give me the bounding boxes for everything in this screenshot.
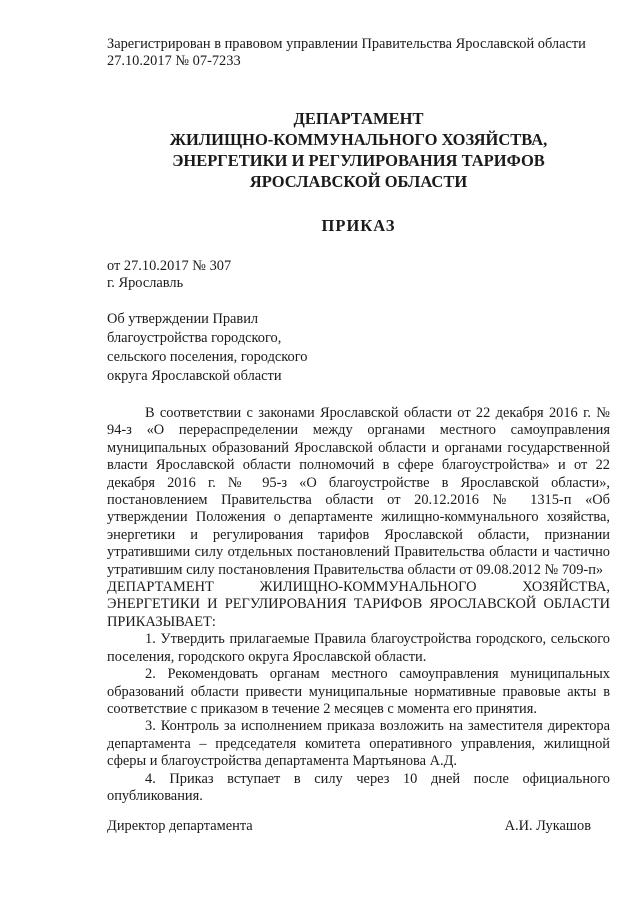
signatory-position: Директор департамента [107, 818, 253, 834]
department-header-line: ЭНЕРГЕТИКИ И РЕГУЛИРОВАНИЯ ТАРИФОВ [172, 151, 545, 170]
registration-line: Зарегистрирован в правовом управлении Правительства Ярославской области [107, 36, 586, 52]
signatory-name: А.И. Лукашов [504, 818, 591, 834]
document-body [107, 36, 610, 834]
order-phrase: ДЕПАРТАМЕНТ ЖИЛИЩНО-КОММУНАЛЬНОГО ХОЗЯЙСТВА, ЭНЕРГЕТИКИ И РЕГУЛИРОВАНИЯ ТАРИФОВ ЯРОСЛАВСКОЙ ОБЛАСТИ ПРИКАЗЫВАЕТ: [107, 579, 610, 630]
order-city: г. Ярославль [107, 275, 184, 291]
order-subject [107, 310, 610, 386]
order-text [107, 405, 610, 805]
document-type-title: ПРИКАЗ [321, 216, 396, 235]
order-item: 2. Рекомендовать органам местного самоуправления муниципальных образований области привести муниципальные нормативные правовые акты в соответствие с приказом в течение 2 месяцев с момента его принятия. [107, 666, 610, 717]
department-header-line: ЯРОСЛАВСКОЙ ОБЛАСТИ [249, 172, 468, 191]
signature-block [107, 818, 610, 835]
department-header-line: ЖИЛИЩНО-КОММУНАЛЬНОГО ХОЗЯЙСТВА, [169, 130, 548, 149]
order-date-number: от 27.10.2017 № 307 [107, 258, 232, 274]
preamble-paragraph: В соответствии с законами Ярославской области от 22 декабря 2016 г. № 94-з «О перераспределении между органами местного самоуправления муниципальных образований Ярославской области и органами государственной власти Ярославской области полномочий в сфере благоустройства» и от 22 декабря 2016 г. № 95-з «О благоустройстве в Ярославской области», постановлением Правительства области от 20.12.2016 № 1315-п «Об утверждении Положения о департаменте жилищно-коммунального хозяйства, энергетики и регулирования тарифов Ярославской области, признании утратившими силу отдельных постановлений Правительства области и частично утратившим силу постановления Правительства области от 09.08.2012 № 709-п» [107, 405, 610, 578]
subject-line: сельского поселения, городского [107, 349, 308, 365]
department-header [107, 108, 610, 192]
subject-line: благоустройства городского, [107, 330, 282, 346]
order-item: 4. Приказ вступает в силу через 10 дней после официального опубликования. [107, 770, 610, 804]
department-header-line: ДЕПАРТАМЕНТ [293, 109, 424, 128]
subject-line: округа Ярославской области [107, 368, 282, 384]
order-item: 1. Утвердить прилагаемые Правила благоустройства городского, сельского поселения, городского округа Ярославской области. [107, 631, 610, 665]
subject-line: Об утверждении Правил [107, 311, 259, 327]
registration-stamp [107, 36, 610, 70]
registration-number: 27.10.2017 № 07-7233 [107, 53, 241, 69]
order-item: 3. Контроль за исполнением приказа возложить на заместителя директора департамента – председателя комитета оперативного управления, жилищной сферы и благоустройства департамента Мартьянова А.Д. [107, 718, 610, 770]
order-meta [107, 258, 610, 292]
